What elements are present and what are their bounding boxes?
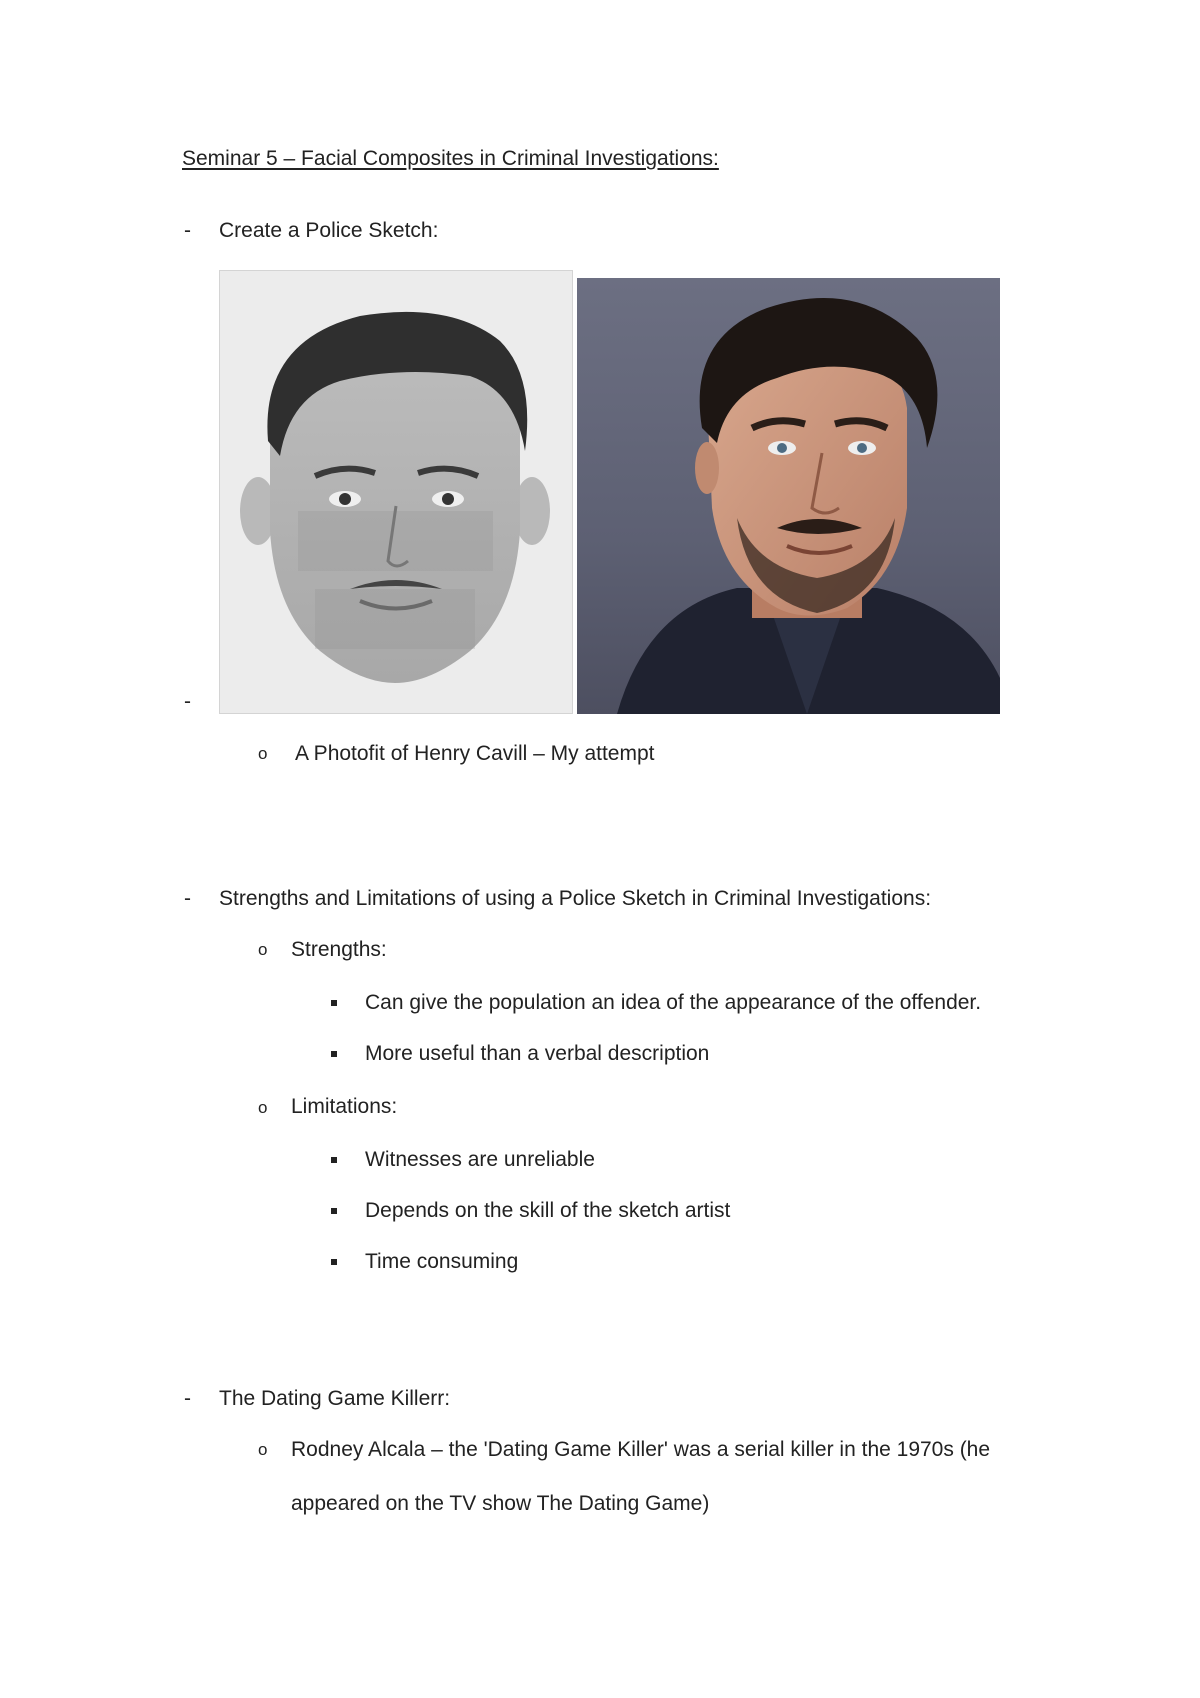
bullet-dash: - [184, 887, 191, 910]
police-sketch-image [219, 270, 573, 714]
strength-item: More useful than a verbal description [365, 1042, 710, 1065]
bullet-dash: - [184, 690, 191, 713]
section-heading-create-sketch: Create a Police Sketch: [219, 219, 439, 242]
strength-item: Can give the population an idea of the appearance of the offender. [365, 991, 982, 1014]
strengths-label: Strengths: [291, 938, 387, 961]
bullet-circle: o [258, 1098, 268, 1117]
limitations-label: Limitations: [291, 1095, 398, 1118]
bullet-circle: o [258, 744, 268, 763]
bullet-circle: o [258, 1440, 268, 1459]
bullet-dash: - [184, 219, 191, 242]
portrait-icon [577, 278, 1000, 714]
bullet-circle: o [258, 940, 268, 959]
bullet-square [331, 1051, 337, 1057]
henry-cavill-photo [577, 278, 1000, 714]
sketch-face-icon [220, 271, 572, 713]
limitation-item: Time consuming [365, 1250, 519, 1273]
bullet-square [331, 1157, 337, 1163]
limitation-item: Witnesses are unreliable [365, 1148, 595, 1171]
bullet-square [331, 1000, 337, 1006]
dating-game-point-line2: appeared on the TV show The Dating Game) [291, 1492, 710, 1515]
figure-caption: A Photofit of Henry Cavill – My attempt [295, 742, 655, 765]
page-title: Seminar 5 – Facial Composites in Criminal Investigations: [182, 147, 719, 170]
bullet-square [331, 1259, 337, 1265]
bullet-dash: - [184, 1387, 191, 1410]
bullet-square [331, 1208, 337, 1214]
limitation-item: Depends on the skill of the sketch artist [365, 1199, 731, 1222]
section-heading-strengths-limitations: Strengths and Limitations of using a Police Sketch in Criminal Investigations: [219, 887, 932, 910]
dating-game-point-line1: Rodney Alcala – the 'Dating Game Killer' was a serial killer in the 1970s (he [291, 1438, 991, 1461]
section-heading-dating-game-killer: The Dating Game Killerr: [219, 1387, 451, 1410]
